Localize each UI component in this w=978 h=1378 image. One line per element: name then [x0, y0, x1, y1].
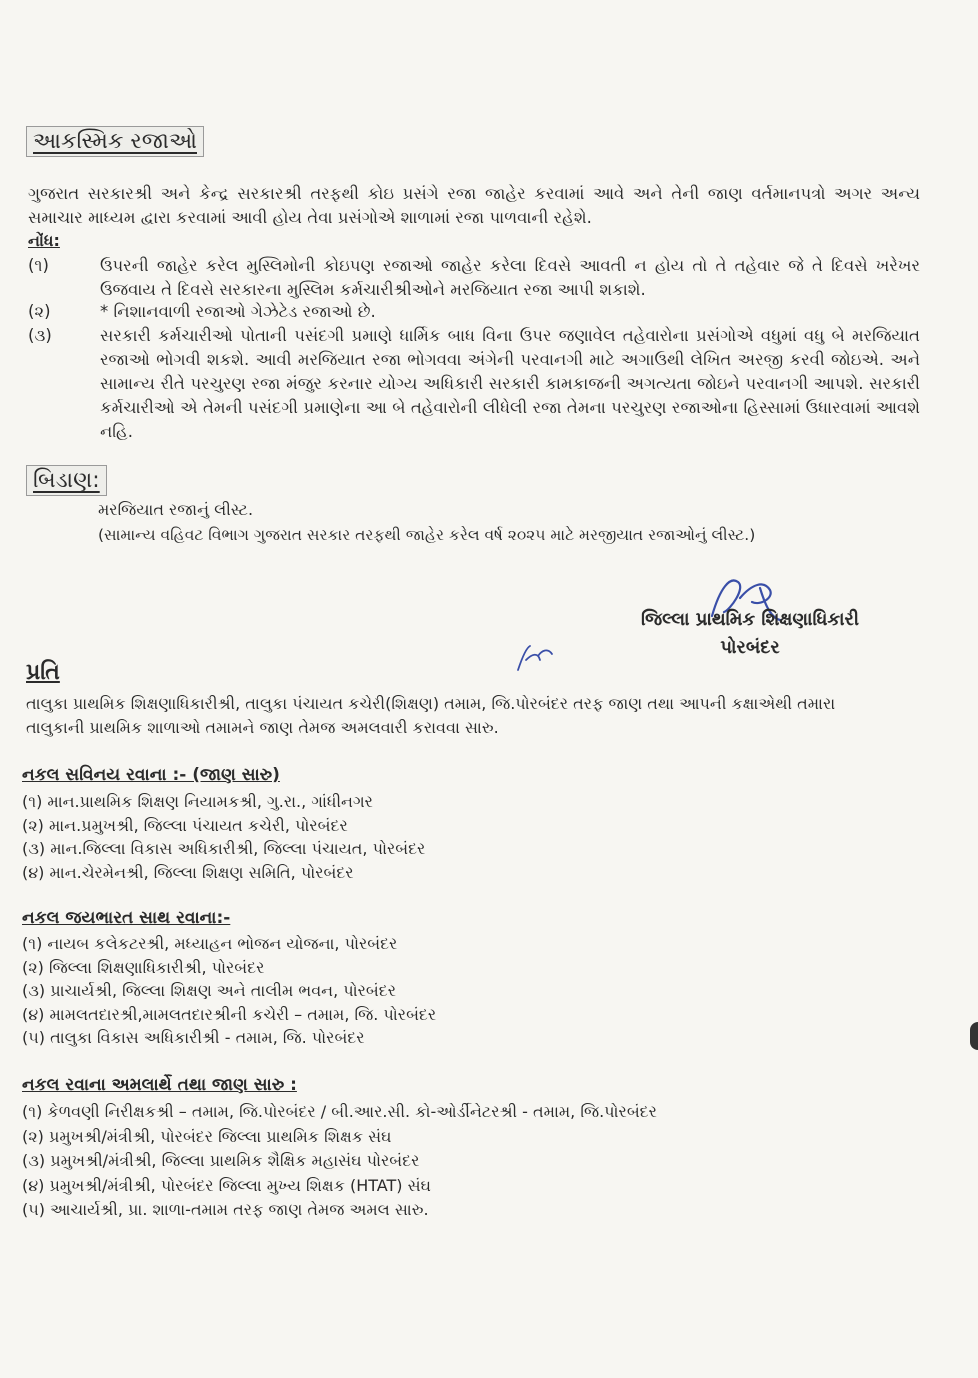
list-item: (૪) મામલતદારશ્રી,મામલતદારશ્રીની કચેરી – તમામ, જિ. પોરબંદર	[22, 1004, 437, 1024]
initials-mark	[512, 640, 558, 676]
note-number: (૧)	[28, 256, 49, 275]
list-item: (૪) માન.ચેરમેનશ્રી, જિલ્લા શિક્ષણ સમિતિ, પોરબંદર	[22, 862, 354, 882]
note-text: * નિશાનવાળી રજાઓ ગેઝેટેડ રજાઓ છે.	[100, 302, 376, 321]
casual-leave-paragraph: ગુજરાત સરકારશ્રી અને કેન્દ્ર સરકારશ્રી તરફથી કોઇ પ્રસંગે રજા જાહેર કરવામાં આવે અને તેની જાણ વર્તમાનપત્રો અગર અન્ય સમાચાર માધ્યમ દ્વારા કરવામાં આવી હોય તેવા પ્રસંગોએ શાળામાં રજા પાળવાની રહેશે.	[28, 184, 920, 227]
list-item: (૫) આચાર્યશ્રી, પ્રા. શાળા-તમામ તરફ જાણ તેમજ અમલ સારુ.	[22, 1200, 429, 1219]
note-text: ઉપરની જાહેર કરેલ મુસ્લિમોની કોઇપણ રજાઓ જાહેર કરેલા દિવસે આવતી ન હોય તો તે તહેવાર જે તે દિવસે ખરેખર ઉજવાય તે દિવસે સરકારના મુસ્લિમ કર્મચારીશ્રીઓને મરજિયાત રજા આપી શકાશે.	[100, 256, 920, 299]
list-item: (૨) માન.પ્રમુખશ્રી, જિલ્લા પંચાયત કચેરી, પોરબંદર	[22, 815, 348, 835]
notes-label: નોંધ:	[28, 231, 60, 250]
scan-punch-hole	[970, 1022, 978, 1050]
prati-heading: પ્રતિ	[26, 660, 60, 685]
note-item	[28, 300, 920, 324]
note-text: સરકારી કર્મચારીઓ પોતાની પસંદગી પ્રમાણે ધાર્મિક બાધ વિના ઉપર જણાવેલ તહેવારોના પ્રસંગોએ વધુમાં વધુ બે મરજિયાત રજાઓ ભોગવી શકશે. આવી મરજિયાત રજા ભોગવવા અંગેની પરવાનગી માટે અગાઉથી લેખિત અરજી કરવી જોઇએ. અને સામાન્ય રીતે પરચુરણ રજા મંજુર કરનાર યોગ્ય અધિકારી સરકારી કામકાજની અગત્યતા જોઇને પરવાનગી આપશે. સરકારી કર્મચારીઓ એ તેમની પસંદગી પ્રમાણેના આ બે તહેવારોની લીધેલી રજા તેમના પરચુરણ રજાઓના હિસ્સામાં ઉધારવામાં આવશે નહિ.	[100, 326, 920, 441]
list-item: (૩) પ્રમુખશ્રી/મંત્રીશ્રી, જિલ્લા પ્રાથમિક શૈક્ષિક મહાસંઘ પોરબંદર	[22, 1151, 420, 1170]
signatory-designation: જિલ્લા પ્રાથમિક શિક્ષણાધિકારી	[641, 609, 859, 630]
copy-respectful-title: નકલ સવિનય રવાના :- (જાણ સારુ)	[22, 765, 280, 785]
list-item: (૩) પ્રાચાર્યશ્રી, જિલ્લા શિક્ષણ અને તાલીમ ભવન, પોરબંદર	[22, 981, 396, 1000]
list-item: (૧) નાયબ કલેકટરશ્રી, મધ્યાહન ભોજન યોજના, પોરબંદર	[22, 934, 398, 953]
copy-action-list	[22, 1100, 657, 1223]
list-item: (૨) જિલ્લા શિક્ષણાધિકારીશ્રી, પોરબંદર	[22, 957, 265, 977]
note-item	[28, 324, 920, 444]
list-item: (૩) માન.જિલ્લા વિકાસ અધિકારીશ્રી, જિલ્લા પંચાયત, પોરબંદર	[22, 839, 426, 858]
list-item: (૧) માન.પ્રાથમિક શિક્ષણ નિયામકશ્રી, ગુ.રા., ગાંધીનગર	[22, 792, 373, 811]
prati-line-1: તાલુકા પ્રાથમિક શિક્ષણાધિકારીશ્રી, તાલુકા પંચાયત કચેરી(શિક્ષણ) તમામ, જિ.પોરબંદર તરફ જાણ તથા આપની કક્ષાએથી તમારા	[26, 694, 836, 713]
enclosure-line-2: (સામાન્ય વહિવટ વિભાગ ગુજરાત સરકાર તરફથી જાહેર કરેલ વર્ષ ૨૦૨૫ માટે મરજીયાત રજાઓનું લીસ્ટ.)	[98, 526, 756, 544]
signatory-place: પોરબંદર	[720, 637, 780, 658]
list-item: (૪) પ્રમુખશ્રી/મંત્રીશ્રી, પોરબંદર જિલ્લા મુખ્ય શિક્ષક (HTAT) સંઘ	[22, 1175, 431, 1195]
note-number: (૨)	[28, 302, 51, 321]
enclosure-line-1: મરજિયાત રજાનું લીસ્ટ.	[98, 500, 254, 519]
list-item: (૫) તાલુકા વિકાસ અધિકારીશ્રી - તમામ, જિ. પોરબંદર	[22, 1028, 365, 1047]
list-item: (૨) પ્રમુખશ્રી/મંત્રીશ્રી, પોરબંદર જિલ્લા પ્રાથમિક શિક્ષક સંઘ	[22, 1126, 392, 1146]
copy-action-title: નકલ રવાના અમલાર્થે તથા જાણ સારુ :	[22, 1075, 297, 1095]
note-number: (૩)	[28, 326, 52, 345]
casual-leave-heading: આકસ્મિક રજાઓ	[26, 126, 204, 157]
enclosure-heading: બિડાણ:	[26, 465, 107, 496]
prati-line-2: તાલુકાની પ્રાથમિક શાળાઓ તમામને જાણ તેમજ અમલવારી કરાવવા સારુ.	[26, 718, 499, 737]
copy-respectful-list	[22, 790, 425, 884]
note-item	[28, 254, 920, 302]
list-item: (૧) કેળવણી નિરીક્ષકશ્રી – તમામ, જિ.પોરબંદર / બી.આર.સી. કો-ઓર્ડીનેટરશ્રી - તમામ, જિ.પોરબંદર	[22, 1102, 657, 1121]
copy-jaybharat-title: નકલ જયભારત સાથ રવાના:-	[22, 908, 231, 928]
copy-jaybharat-list	[22, 932, 436, 1050]
